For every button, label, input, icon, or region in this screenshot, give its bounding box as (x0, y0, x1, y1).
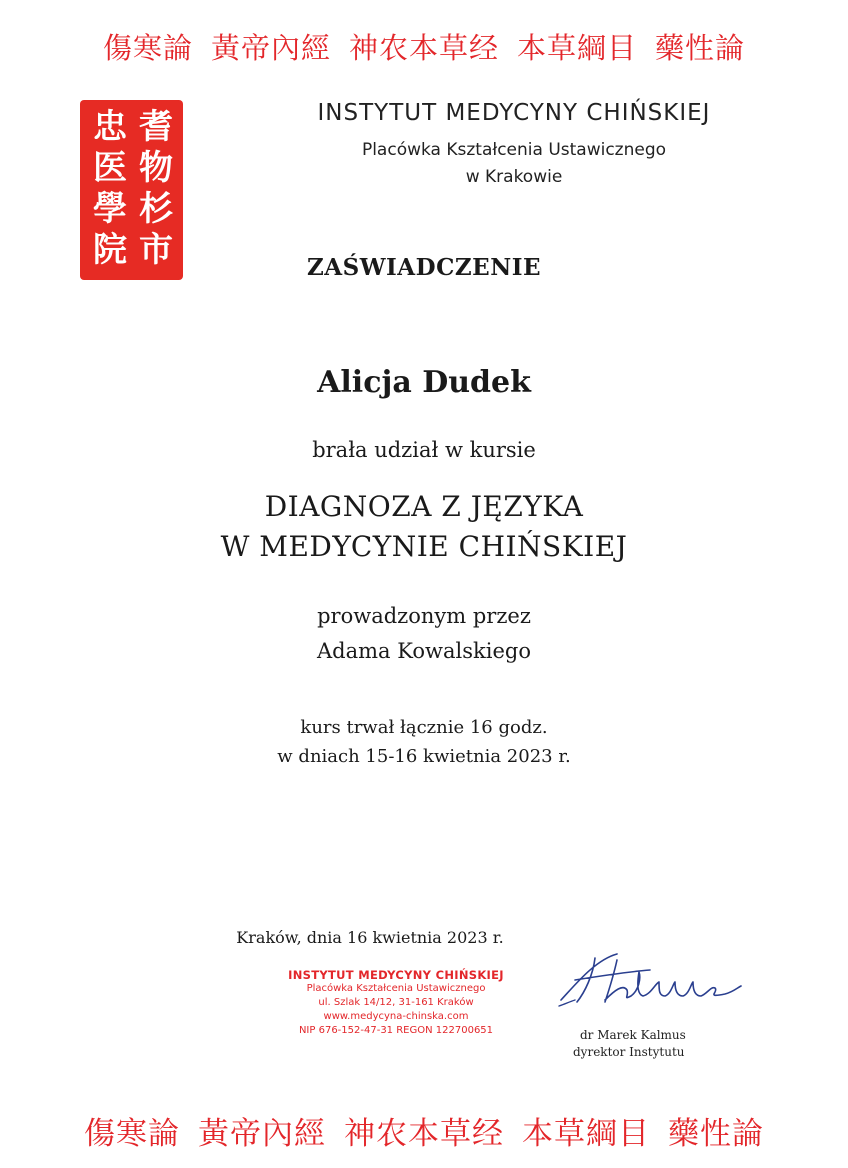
participation-text: brała udział w kursie (312, 438, 536, 462)
director-signature (555, 950, 745, 1020)
banner-text: 本草綱目 (517, 31, 638, 65)
seal-right-column (134, 108, 178, 269)
led-by-text: prowadzonym przez (317, 604, 531, 628)
banner-text: 本草綱目 (522, 1116, 650, 1152)
banner-text: 藥性論 (655, 31, 746, 65)
institute-subtitle: Placówka Kształcenia Ustawicznego (361, 140, 667, 160)
institute-seal-logo (80, 100, 183, 280)
banner-text: 神农本草经 (348, 31, 499, 65)
stamp-institute-name: INSTYTUT MEDYCYNY CHIŃSKIEJ (288, 968, 504, 982)
banner-text: 藥性論 (668, 1116, 764, 1152)
document-title: ZAŚWIADCZENIE (306, 254, 542, 281)
course-dates: w dniach 15-16 kwietnia 2023 r. (277, 746, 571, 767)
signatory-name: dr Marek Kalmus (580, 1028, 686, 1042)
institute-stamp (270, 968, 522, 1038)
signatory-title: dyrektor Instytutu (573, 1045, 685, 1059)
seal-character: 學 (93, 189, 127, 229)
banner-text: 黃帝內經 (198, 1116, 326, 1152)
stamp-tax-ids: NIP 676-152-47-31 REGON 122700651 (298, 1025, 494, 1036)
seal-character: 院 (93, 230, 127, 270)
banner-text: 傷寒論 (84, 1116, 180, 1152)
stamp-subtitle: Placówka Kształcenia Ustawicznego (306, 983, 486, 994)
seal-character: 医 (93, 148, 127, 188)
course-title-line2: W MEDYCYNIE CHIŃSKIEJ (220, 530, 628, 563)
banner-text: 神农本草经 (344, 1116, 504, 1152)
institute-name: INSTYTUT MEDYCYNY CHIŃSKIEJ (317, 100, 711, 126)
bottom-chinese-banner (0, 1108, 848, 1153)
course-duration: kurs trwał łącznie 16 godz. (300, 717, 548, 738)
seal-character: 忠 (93, 107, 127, 147)
seal-left-column (88, 108, 132, 269)
top-chinese-banner (0, 26, 848, 67)
banner-text: 傷寒論 (102, 31, 193, 65)
institute-city: w Krakowie (465, 167, 563, 187)
seal-character: 杉 (139, 189, 173, 229)
seal-character: 耆 (139, 107, 173, 147)
seal-character: 市 (139, 230, 173, 270)
place-and-date: Kraków, dnia 16 kwietnia 2023 r. (236, 928, 504, 947)
stamp-address: ul. Szlak 14/12, 31-161 Kraków (318, 997, 474, 1008)
seal-character: 物 (139, 148, 173, 188)
instructor-name: Adama Kowalskiego (317, 639, 531, 663)
banner-text: 黃帝內經 (210, 31, 331, 65)
course-title-line1: DIAGNOZA Z JĘZYKA (264, 490, 584, 523)
recipient-name: Alicja Dudek (317, 365, 531, 400)
stamp-website: www.medycyna-chinska.com (323, 1011, 469, 1022)
